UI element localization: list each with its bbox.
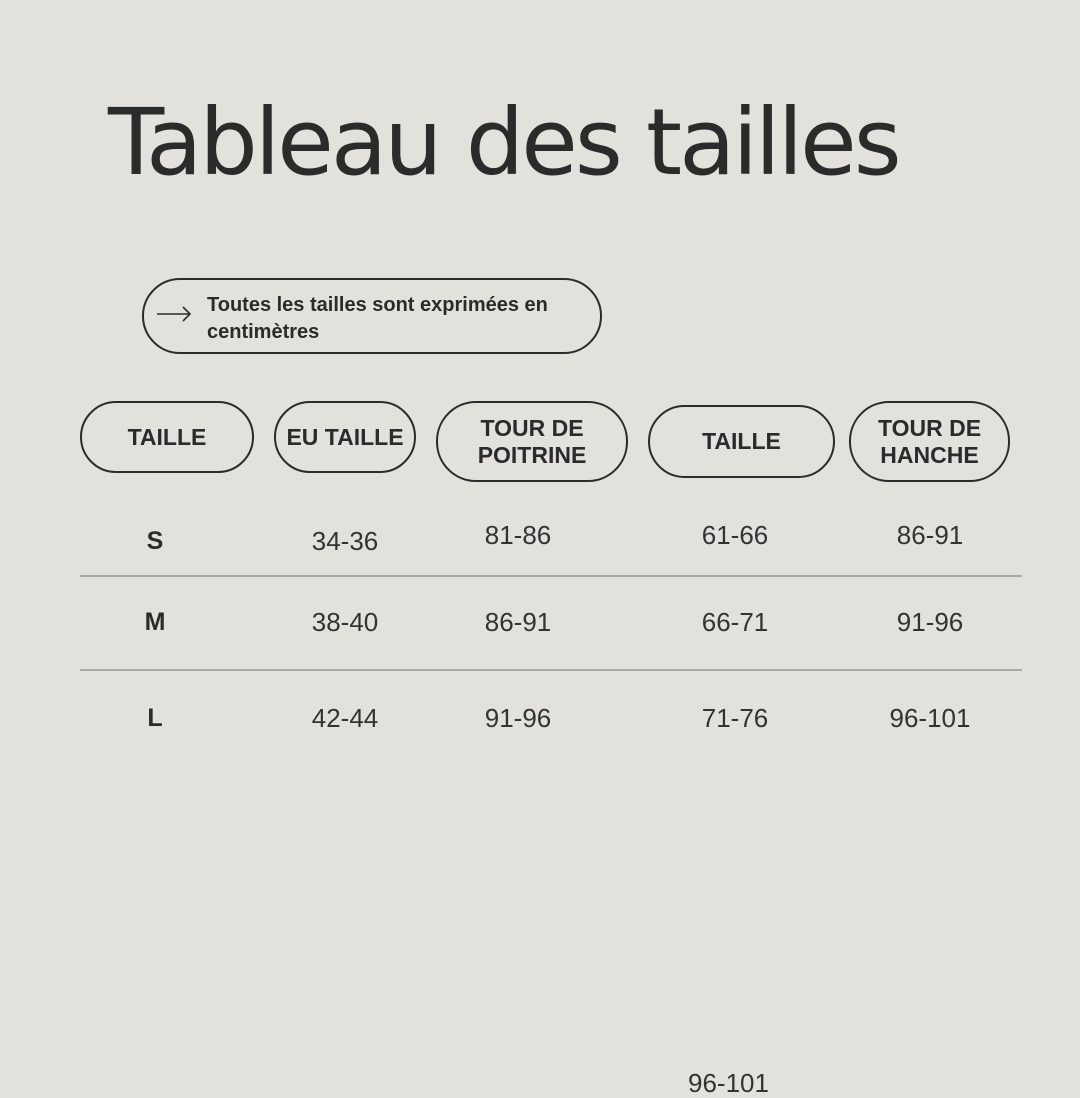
size-cell: M — [144, 608, 166, 636]
chest-cell: 81-86 — [484, 520, 552, 550]
eu-size-cell: 38-40 — [311, 607, 379, 637]
header-size: TAILLE — [80, 401, 254, 473]
cut-off-value: 96-101 — [688, 1068, 769, 1098]
hip-cell: 96-101 — [889, 703, 971, 733]
header-chest: TOUR DE POITRINE — [436, 401, 628, 482]
chest-cell: 91-96 — [484, 703, 552, 733]
hip-cell: 91-96 — [896, 607, 964, 637]
table-row — [0, 698, 1080, 738]
hip-cell: 86-91 — [896, 520, 964, 550]
arrow-right-icon — [156, 304, 192, 324]
row-divider — [80, 575, 1022, 577]
eu-size-cell: 34-36 — [311, 526, 379, 556]
header-hip: TOUR DE HANCHE — [849, 401, 1010, 482]
chest-cell: 86-91 — [484, 607, 552, 637]
units-note-text: Toutes les tailles sont exprimées en centimètres — [207, 294, 548, 343]
table-row — [0, 602, 1080, 642]
page-title: Tableau des tailles — [108, 89, 899, 196]
eu-size-cell: 42-44 — [311, 703, 379, 733]
units-note — [142, 278, 602, 354]
row-divider — [80, 669, 1022, 671]
size-cell: S — [146, 527, 164, 555]
waist-cell: 61-66 — [701, 520, 769, 550]
waist-cell: 66-71 — [701, 607, 769, 637]
table-row — [0, 519, 1080, 559]
size-cell: L — [147, 704, 163, 732]
waist-cell: 71-76 — [701, 703, 769, 733]
header-waist: TAILLE — [648, 405, 835, 478]
header-eu-size: EU TAILLE — [274, 401, 416, 473]
